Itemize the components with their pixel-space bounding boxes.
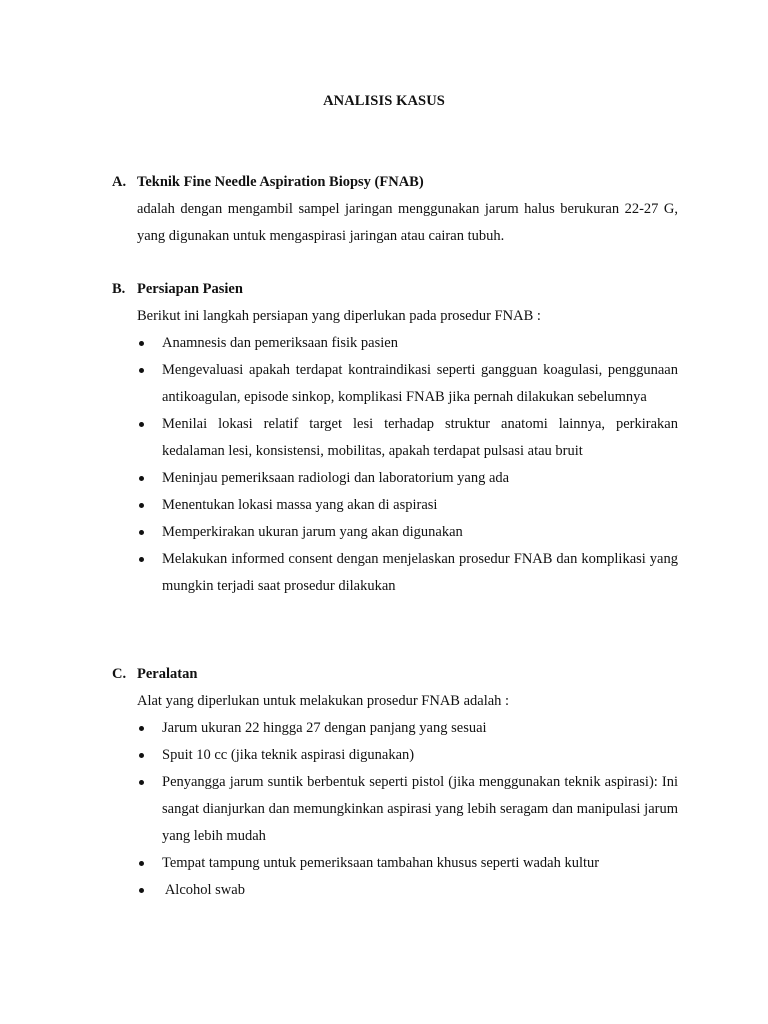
bullet-icon	[139, 861, 144, 866]
list-item	[137, 546, 678, 600]
list-item	[137, 465, 678, 492]
list-item-text: Menentukan lokasi massa yang akan di aspirasi	[162, 497, 438, 513]
section-intro: Berikut ini langkah persiapan yang diperlukan pada prosedur FNAB :	[137, 308, 541, 324]
bullet-icon	[139, 530, 144, 535]
list-item	[137, 877, 678, 904]
page-title: ANALISIS KASUS	[323, 93, 445, 109]
section-persiapan-pasien	[112, 276, 678, 600]
list-item	[137, 492, 678, 519]
bullet-icon	[139, 888, 144, 893]
section-peralatan	[112, 661, 678, 904]
bullet-icon	[139, 557, 144, 562]
section-title: Peralatan	[137, 666, 198, 682]
list-item-text: Melakukan informed consent dengan menjelaskan prosedur FNAB dan komplikasi yang mungkin terjadi saat prosedur dilakukan	[162, 551, 678, 594]
list-item-text: Spuit 10 cc (jika teknik aspirasi digunakan)	[162, 747, 415, 763]
list-item	[137, 411, 678, 465]
list-item-text: Alcohol swab	[162, 882, 245, 898]
section-heading	[112, 276, 678, 303]
section-intro: Alat yang diperlukan untuk melakukan prosedur FNAB adalah :	[137, 693, 510, 709]
bullet-icon	[139, 753, 144, 758]
bullet-icon	[139, 341, 144, 346]
bullet-icon	[139, 780, 144, 785]
section-paragraph: adalah dengan mengambil sampel jaringan menggunakan jarum halus berukuran 22-27 G, yang digunakan untuk mengaspirasi jaringan atau cairan tubuh.	[137, 201, 678, 244]
list-item-text: Mengevaluasi apakah terdapat kontraindikasi seperti gangguan koagulasi, penggunaan antikoagulan, episode sinkop, komplikasi FNAB jika pernah dilakukan sebelumnya	[162, 362, 678, 405]
bullet-icon	[139, 503, 144, 508]
section-letter: C.	[112, 666, 127, 682]
list-item	[137, 330, 678, 357]
bullet-list	[137, 715, 678, 904]
section-heading	[112, 661, 678, 688]
section-teknik-fnab	[112, 169, 678, 250]
list-item	[137, 519, 678, 546]
bullet-icon	[139, 726, 144, 731]
list-item-text: Memperkirakan ukuran jarum yang akan digunakan	[162, 524, 463, 540]
list-item	[137, 850, 678, 877]
list-item-text: Penyangga jarum suntik berbentuk seperti pistol (jika menggunakan teknik aspirasi): Ini sangat dianjurkan dan memungkinkan aspirasi yang lebih seragam dan manipulasi jarum yang lebih mudah	[162, 774, 678, 844]
bullet-icon	[139, 368, 144, 373]
section-letter: B.	[112, 281, 126, 297]
list-item-text: Anamnesis dan pemeriksaan fisik pasien	[162, 335, 398, 351]
section-title: Persiapan Pasien	[137, 281, 243, 297]
list-item-text: Tempat tampung untuk pemeriksaan tambahan khusus seperti wadah kultur	[162, 855, 600, 871]
list-item	[137, 715, 678, 742]
bullet-list	[137, 330, 678, 600]
list-item	[137, 742, 678, 769]
section-title: Teknik Fine Needle Aspiration Biopsy (FNAB)	[137, 174, 424, 190]
section-heading	[112, 169, 678, 196]
list-item-text: Menilai lokasi relatif target lesi terhadap struktur anatomi lainnya, perkirakan kedalaman lesi, konsistensi, mobilitas, apakah terdapat pulsasi atau bruit	[162, 416, 678, 459]
list-item-text: Meninjau pemeriksaan radiologi dan laboratorium yang ada	[162, 470, 510, 486]
list-item	[137, 357, 678, 411]
section-letter: A.	[112, 174, 127, 190]
list-item	[137, 769, 678, 850]
bullet-icon	[139, 476, 144, 481]
list-item-text: Jarum ukuran 22 hingga 27 dengan panjang yang sesuai	[162, 720, 487, 736]
bullet-icon	[139, 422, 144, 427]
